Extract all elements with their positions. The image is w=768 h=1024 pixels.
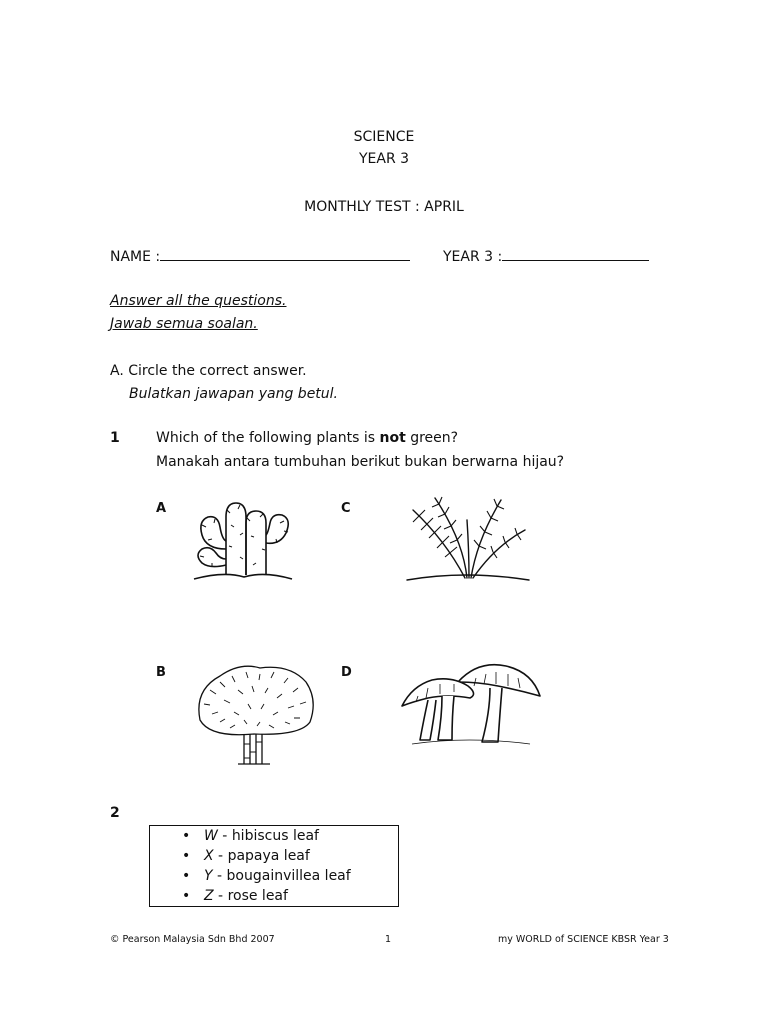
item-separator: - [222, 828, 228, 844]
list-item [182, 848, 310, 864]
instruction-ms: Jawab semua soalan. [110, 316, 258, 332]
item-separator: - [217, 868, 223, 884]
section-a-heading-ms: Bulatkan jawapan yang betul. [129, 386, 339, 402]
class-blank [502, 246, 649, 261]
question-1-text-not: not [379, 430, 406, 446]
section-a-heading: A. Circle the correct answer. [110, 363, 307, 379]
name-label: NAME : [110, 249, 161, 265]
item-separator: - [218, 848, 224, 864]
bamboo-icon[interactable] [190, 660, 318, 768]
fern-icon[interactable] [405, 490, 531, 586]
question-1-text-before: Which of the following plants is [156, 430, 380, 446]
list-item [182, 888, 288, 904]
list-item [182, 868, 351, 884]
class-label: YEAR 3 : [443, 249, 503, 265]
subject-title: SCIENCE [353, 129, 415, 145]
item-letter: Y [204, 868, 213, 884]
test-title: MONTHLY TEST : APRIL [304, 199, 464, 215]
footer-book-title: my WORLD of SCIENCE KBSR Year 3 [498, 934, 669, 945]
instruction-en: Answer all the questions. [110, 293, 287, 309]
option-a-label[interactable]: A [156, 501, 167, 516]
class-field [443, 246, 649, 265]
leaf-list-box [149, 825, 399, 907]
item-text: rose leaf [227, 888, 288, 904]
item-text: bougainvillea leaf [226, 868, 351, 884]
question-1-text [156, 430, 458, 446]
bullet-icon: • [182, 828, 191, 844]
footer-page-number: 1 [385, 934, 392, 945]
option-b-label[interactable]: B [156, 665, 166, 680]
name-blank [160, 246, 410, 261]
item-letter: W [204, 828, 218, 844]
year-title: YEAR 3 [358, 151, 410, 167]
footer-copyright: © Pearson Malaysia Sdn Bhd 2007 [110, 934, 275, 945]
item-text: hibiscus leaf [231, 828, 319, 844]
list-item [182, 828, 319, 844]
question-2-number: 2 [110, 805, 120, 821]
item-letter: Z [204, 888, 214, 904]
question-1-text-after: green? [405, 430, 459, 446]
item-separator: - [218, 888, 224, 904]
bullet-icon: • [182, 868, 191, 884]
question-1-text-ms: Manakah antara tumbuhan berikut bukan berwarna hijau? [156, 454, 565, 470]
mushroom-icon[interactable] [398, 656, 542, 756]
bullet-icon: • [182, 848, 191, 864]
name-field [110, 246, 410, 265]
item-text: papaya leaf [227, 848, 310, 864]
cactus-icon[interactable] [184, 487, 302, 587]
option-d-label[interactable]: D [341, 665, 352, 680]
item-letter: X [204, 848, 214, 864]
option-c-label[interactable]: C [341, 501, 351, 516]
question-1-number: 1 [110, 430, 120, 446]
bullet-icon: • [182, 888, 191, 904]
